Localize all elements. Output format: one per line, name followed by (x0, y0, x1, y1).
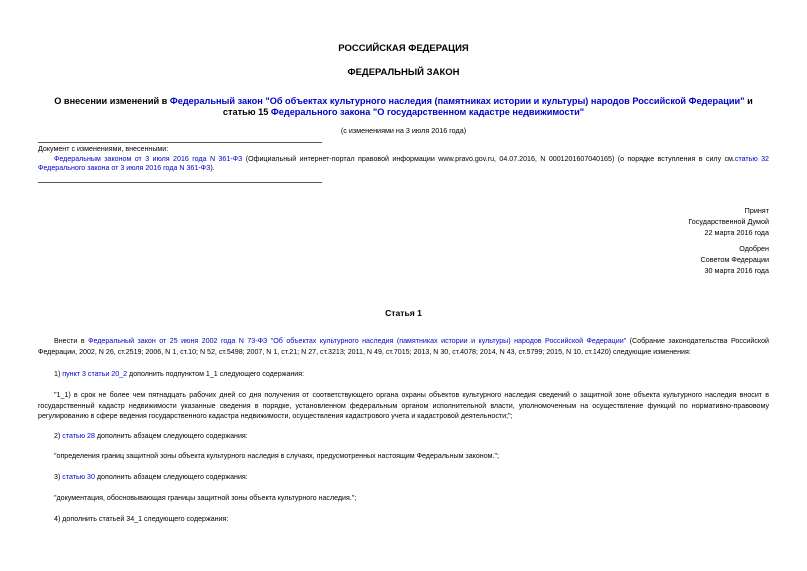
title-text-1: О внесении изменений в (54, 96, 170, 106)
title-link-heritage-law[interactable]: Федеральный закон "Об объектах культурного наследия (памятниках истории и культуры) народов Российской Федерации" (169, 96, 745, 106)
intro-text-2: (Собрание законодательства Российской Федерации, 2002, N 26, ст.2519; 2006, N 1, ст.10; N 52, ст.5498; 2007, N 1, ст.21; N 27, ст.3213; 2011, N 49, ст.7015; 2013, N 30, ст.4078; 2014, N 43, ст.5799; 2015, N 10, ст.1420) следующие изменения: (38, 337, 769, 356)
item-2-num: 2) (54, 432, 63, 440)
approved-block (701, 243, 769, 276)
item-3 (38, 472, 769, 483)
law-title (38, 96, 769, 118)
quote-3-text: "документация, обосновывающая границы защитной зоны объекта культурного наследия."; (54, 494, 357, 502)
item-4 (38, 514, 769, 525)
item-2-link[interactable]: статью 28 (62, 432, 95, 440)
item-1-num: 1) (54, 370, 63, 378)
quote-3 (38, 493, 769, 504)
quote-2 (38, 451, 769, 462)
changes-note (38, 145, 769, 174)
quote-1 (38, 390, 769, 422)
amending-law-link[interactable]: Федеральным законом от 3 июля 2016 года N 361-ФЗ (54, 154, 243, 163)
intro-text-1: Внести в (54, 337, 89, 345)
item-1 (38, 369, 769, 380)
adopted-label: Принят (744, 206, 769, 215)
law-type-heading: ФЕДЕРАЛЬНЫЙ ЗАКОН (347, 67, 460, 78)
quote-1-text: "1_1) в срок не более чем пятнадцать рабочих дней со дня получения от соответствующего органа охраны объектов культурного наследия сведений о защитной зоне объекта культурного наследия вносит в государственный кадастр недвижимости указанные сведения в порядке, установленном федеральным органом исполнительной власти, уполномоченным на осуществление функций по нормативно-правовому регулированию в сфере ведения государственного кадастра недвижимости, осуществления кадастрового учета и кадастровой деятельности;"; (38, 391, 769, 420)
article-heading: Статья 1 (385, 308, 422, 318)
item-3-text: дополнить абзацем следующего содержания: (94, 473, 248, 481)
quote-2-text: "определения границ защитной зоны объекта культурного наследия в случаях, предусмотренных настоящим Федеральным законом."; (54, 452, 500, 460)
approved-label: Одобрен (739, 244, 769, 253)
changes-note-text-2: ). (210, 164, 215, 172)
adopted-body: Государственной Думой (688, 217, 769, 226)
item-2-text: дополнить абзацем следующего содержания: (94, 432, 248, 440)
changes-note-text-1: (Официальный интернет-портал правовой информации www.pravo.gov.ru, 04.07.2016, N 0001201607040165) (о порядке вступления в силу см. (242, 154, 735, 163)
item-1-text: дополнить подпунктом 1_1 следующего содержания: (127, 370, 305, 378)
changes-note-heading: Документ с изменениями, внесенными: (38, 145, 169, 153)
item-3-num: 3) (54, 473, 63, 481)
country-heading: РОССИЙСКАЯ ФЕДЕРАЦИЯ (338, 43, 469, 54)
adopted-block (688, 205, 769, 238)
entry-into-force-link[interactable]: статью 32 Федерального закона от 3 июля 2016 года N 361-ФЗ (38, 154, 769, 172)
item-2 (38, 431, 769, 442)
item-4-text: 4) дополнить статьей 34_1 следующего содержания: (54, 515, 229, 523)
changes-note-body (38, 155, 769, 174)
item-1-link[interactable]: пункт 3 статьи 20_2 (62, 370, 128, 378)
note-bottom-rule (38, 182, 322, 183)
title-text-2: и статью 15 (222, 96, 753, 117)
title-link-cadastre-law[interactable]: Федерального закона "О государственном кадастре недвижимости" (270, 107, 585, 117)
law-subtitle: (с изменениями на 3 июля 2016 года) (340, 126, 467, 135)
approved-date: 30 марта 2016 года (704, 266, 769, 275)
note-top-rule (38, 142, 322, 143)
approved-body: Советом Федерации (700, 255, 769, 264)
article-intro (38, 336, 769, 357)
item-3-link[interactable]: статью 30 (62, 473, 95, 481)
heritage-law-2002-link[interactable]: Федеральный закон от 25 июня 2002 года N 73-ФЗ "Об объектах культурного наследия (памятниках истории и культуры) народов Российской Федерации" (88, 337, 627, 345)
adopted-date: 22 марта 2016 года (704, 228, 769, 237)
